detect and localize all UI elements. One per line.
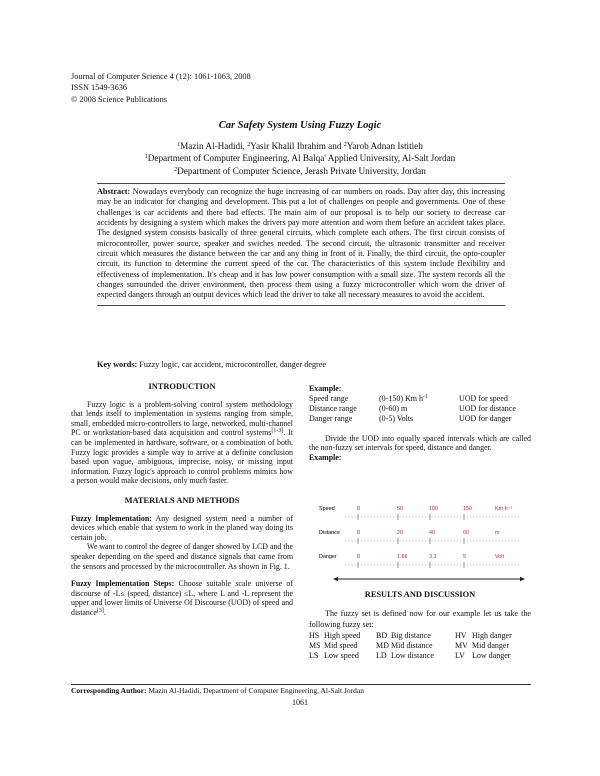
table-row [309, 641, 512, 651]
fuzzy-name: Mid speed [324, 640, 358, 650]
abstract-label: Abstract: [97, 187, 131, 196]
diagram-row-label: Speed [319, 505, 335, 512]
paper-title: Car Safety System Using Fuzzy Logic [218, 120, 382, 131]
range-text: (0-150) Km h [379, 393, 423, 403]
author-sup: 2 [247, 142, 251, 148]
affiliation-1 [0, 152, 600, 164]
range-uod: UOD for danger [459, 413, 512, 423]
journal-copyright: © 2008 Science Publications [71, 94, 167, 104]
range-name: Speed range [309, 393, 349, 403]
diagram-row-label: Danger [319, 553, 337, 560]
fuzzy-code: LS [309, 650, 319, 660]
intro-paragraph [71, 400, 293, 486]
right-column [309, 384, 531, 462]
table-row [309, 631, 512, 641]
diagram-tick-label: 0 [357, 529, 360, 536]
example-label: Example: [309, 384, 342, 393]
diagram-tick-label: 1.66 [397, 553, 408, 560]
paragraph-text: Any designed system need a number of devices which enable that system to work in the planed way doing its certain job. [71, 513, 293, 542]
author-1: Mazin Al-Hadidi, [180, 141, 248, 151]
diagram-tick-label: 0 [357, 553, 360, 560]
subhead-label: Fuzzy Implementation Steps: [71, 579, 175, 589]
diagram-tick-label: 5 [463, 553, 466, 560]
fuzzy-steps-paragraph [71, 579, 293, 617]
table-row [309, 651, 512, 661]
aff-sup: 1 [144, 154, 148, 161]
fuzzy-code: LV [455, 650, 465, 660]
diagram-tick-label: 150 [463, 505, 472, 512]
fuzzy-code: MV [455, 640, 468, 650]
fuzzy-set-table [309, 631, 512, 661]
range-sup: -1 [423, 393, 428, 400]
fuzzy-name: Low speed [324, 650, 359, 660]
diagram-tick-label: Km h⁻¹ [495, 505, 513, 512]
aff-sup: 2 [174, 166, 178, 173]
footer-rule [71, 684, 531, 685]
diagram-tick-label: 100 [429, 505, 438, 512]
subhead-label: Fuzzy Implementation: [71, 513, 152, 523]
paragraph-end: . [103, 607, 106, 617]
keywords [97, 360, 505, 371]
table-row [309, 394, 516, 404]
citation-ref: [1-3] [271, 428, 284, 435]
author-2: Yasir Khalil Ibrahim and [250, 141, 344, 151]
fuzzy-intro-paragraph: The fuzzy set is defined now for our example let us take the following fuzzy set: [309, 608, 531, 630]
diagram-tick-label: 60 [463, 529, 469, 536]
divide-paragraph: Divide the UOD into equally spaced intervals which are called the non-fuzzy set intervals for speed, distance and danger. [309, 433, 531, 453]
arrow-head-left [333, 577, 338, 581]
fuzzy-name: Big distance [391, 630, 431, 640]
range-uod: UOD for distance [459, 403, 516, 413]
fuzzy-implementation-paragraph-2: We want to control the degree of danger showed by LCD and the speaker depending on the speed and distance signals that came from the sensors and processed by the microcontroller. As shown in Fig. 1. [71, 542, 293, 571]
fuzzy-code: HS [309, 630, 320, 640]
corresponding-author [71, 686, 364, 695]
range-name: Danger range [309, 413, 353, 423]
abstract [97, 183, 505, 306]
diagram-tick-label: 0 [357, 505, 360, 512]
diagram-tick-label: 20 [397, 529, 403, 536]
table-row [309, 414, 516, 424]
diagram-tick-label: Volt [495, 553, 504, 560]
author-sup: 1 [177, 142, 181, 148]
journal-issn: ISSN 1549-3636 [71, 83, 128, 93]
corr-label: Corresponding Author: [71, 686, 147, 695]
keywords-text: Fuzzy logic, car accident, microcontroller, danger degree [137, 360, 327, 369]
abstract-text: Nowadays everybody can recognize the huge increasing of car numbers on roads. Day after day, this increasing may be an indicator for changing and development. This put a lot of challenges on people and governments. One of these challenges is car accidents and there bad effects. The main aim of our proposal is to help our society to decrease car accidents by designing a system which makes the drivers pay more attention and worn them before an accident takes place. The designed system consists basically of three general circuits, which complete each others. The first circuit consists of microcontroller, power source, speaker and swiches needed. The second circuit, the ultrasonic transmitter and receiver circuit which measures the distance between the car and any thing in front of it. Finally, the third circuit, the opto-coupler circuit, its function to determine the current speed of the car. The characteristics of this system include flexibility and effectiveness of implementation. It's cheap and it has low power consumption with a small size. The system records all the changes surrounded the driver environment, then process them using a fuzzy microcontroller which worn the driver of expected dangers through an output devices which lead the driver to take all necessary measures to avoid the accident. [97, 187, 505, 300]
affiliation-text: Department of Computer Engineering, Al Balqa' Applied University, Al-Salt Jordan [147, 153, 456, 164]
keywords-label: Key words: [97, 360, 138, 369]
range-uod: UOD for speed [459, 393, 508, 403]
fuzzy-code: MD [376, 640, 389, 650]
fuzzy-name: High danger [472, 630, 512, 640]
fuzzy-code: MS [309, 640, 321, 650]
diagram-tick-label: 50 [397, 505, 403, 512]
intro-text: Fuzzy logic is a problem-solving control system methodology that lends itself to implementation in systems ranging from simple, small, embedded micro-controllers to large, networked, multi-channel PC or workstation-based data acquisition and control systems [71, 399, 293, 438]
fuzzy-code: HV [455, 630, 467, 640]
diagram-tick-label: m [495, 529, 500, 536]
fuzzy-name: Low danger [472, 650, 511, 660]
intro-text-2: . It can be implemented in hardware, software, or a combination of both. Fuzzy logic provides a simple way to arrive at a definite conclusion based upon vague, ambiguous, imprecise, noisy, or missing input information. Fuzzy logic's approach to control problems mimics how a person would make decisions, only much faster. [71, 428, 293, 486]
fuzzy-code: BD [376, 630, 388, 640]
diagram-rows [319, 506, 519, 568]
example-label-2: Example: [309, 452, 342, 462]
author-line [0, 140, 600, 152]
journal-citation: Journal of Computer Science 4 (12): 1061-1063, 2008 [71, 72, 251, 81]
left-column [71, 382, 293, 617]
results-section [309, 590, 531, 661]
journal-header [71, 71, 251, 105]
paragraph-text: Choose suitable scale universe of discourse of -L≤ (speed, distance) ≤L, where L and -L represent the upper and lower limits of Universe Of Discourse (UOD) of speed and distance [71, 579, 293, 617]
corr-text: Mazin Al-Hadidi, Department of Computer Engineering, Al-Salt Jordan [146, 686, 364, 695]
section-heading-results: RESULTS AND DISCUSSION [364, 590, 476, 599]
range-name: Distance range [309, 403, 357, 413]
authors-block [0, 140, 600, 177]
section-heading-materials: MATERIALS AND METHODS [124, 495, 240, 505]
table-row [309, 404, 516, 414]
diagram-row-label: Distance [319, 529, 340, 536]
page-number: 1061 [292, 698, 308, 707]
range-value: (0-5) Volts [379, 413, 414, 423]
citation-ref: [3] [96, 607, 104, 614]
fuzzy-name: Mid danger [472, 640, 510, 650]
range-value: (0-60) m [379, 403, 408, 413]
arrow-head-right [520, 577, 525, 581]
affiliation-text: Department of Computer Science, Jerash Private University, Jordan [177, 165, 426, 176]
uod-diagram [309, 496, 531, 584]
fuzzy-name: Mid distance [391, 640, 433, 650]
author-3: Yarob Adnan Istitieh [346, 141, 423, 151]
author-sup: 2 [343, 142, 347, 148]
section-heading-introduction: INTRODUCTION [148, 382, 216, 391]
fuzzy-name: High speed [324, 630, 361, 640]
diagram-tick-label: 40 [429, 529, 435, 536]
diagram-tick-label: 3.3 [429, 553, 437, 560]
range-value [379, 394, 459, 404]
fuzzy-name: Low distance [391, 650, 434, 660]
fuzzy-implementation-paragraph [71, 514, 293, 543]
affiliation-2 [0, 165, 600, 177]
ranges-table [309, 394, 516, 424]
fuzzy-code: LD [376, 650, 387, 660]
